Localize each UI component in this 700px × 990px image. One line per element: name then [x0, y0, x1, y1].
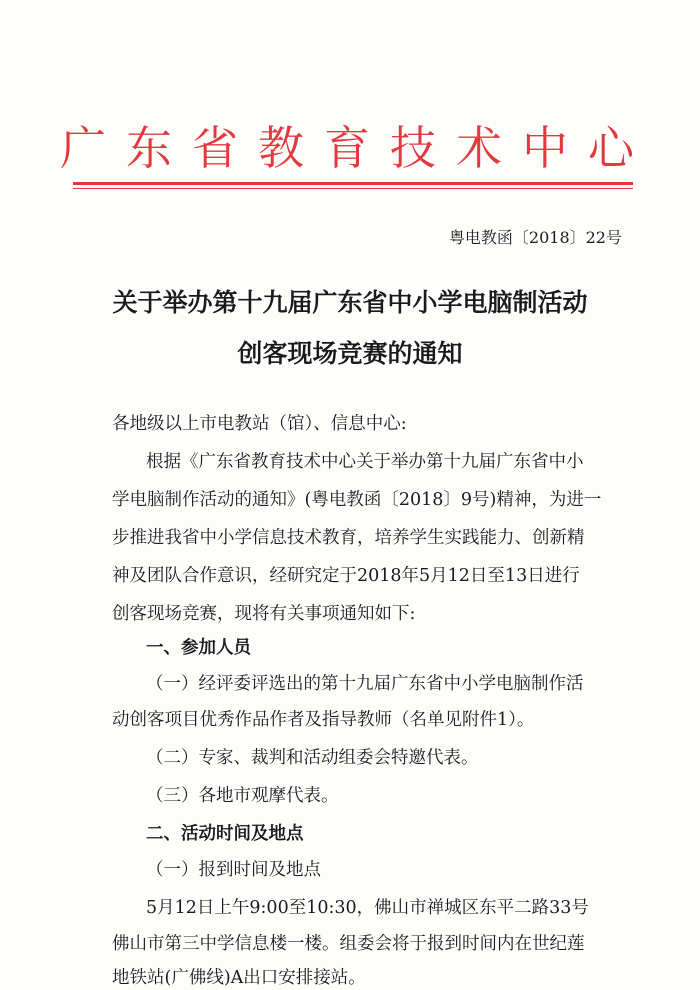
paragraph-line: 创客现场竞赛，现将有关事项通知如下: [112, 604, 416, 624]
paragraph-line: 地铁站(广佛线)A出口安排接站。 [112, 968, 366, 988]
section-heading-participants: 一、参加人员 [146, 638, 251, 658]
paragraph-line: 佛山市第三中学信息楼一楼。组委会将于报到时间内在世纪莲 [112, 934, 585, 954]
list-item: 动创客项目优秀作品作者及指导教师（名单见附件1）。 [112, 710, 535, 730]
document-title-line-2: 创客现场竞赛的通知 [237, 339, 463, 368]
header-rule-thin [73, 188, 633, 189]
list-item: （二）专家、裁判和活动组委会特邀代表。 [146, 748, 479, 768]
document-title-line-1: 关于举办第十九届广东省中小学电脑制活动 [112, 288, 588, 317]
subsection-heading: （一）报到时间及地点 [146, 860, 321, 880]
list-item: （三）各地市观摩代表。 [146, 786, 339, 806]
organization-header: 广东省教育技术中心 [60, 121, 654, 175]
document-number: 粤电教函〔2018〕22号 [448, 228, 622, 247]
salutation: 各地级以上市电教站（馆）、信息中心: [112, 414, 407, 434]
paragraph-line: 5月12日上午9:00至10:30，佛山市禅城区东平二路33号 [146, 898, 589, 918]
section-heading-time-place: 二、活动时间及地点 [146, 824, 304, 844]
header-rule-thick [73, 182, 633, 185]
paragraph-line: 步推进我省中小学信息技术教育，培养学生实践能力、创新精 [112, 528, 585, 548]
paragraph-line: 根据《广东省教育技术中心关于举办第十九届广东省中小 [146, 452, 584, 472]
list-item: （一）经评委评选出的第十九届广东省中小学电脑制作活 [146, 674, 584, 694]
paragraph-line: 学电脑制作活动的通知》(粤电教函〔2018〕9号)精神，为进一 [112, 490, 602, 510]
paragraph-line: 神及团队合作意识，经研究定于2018年5月12日至13日进行 [112, 566, 580, 586]
